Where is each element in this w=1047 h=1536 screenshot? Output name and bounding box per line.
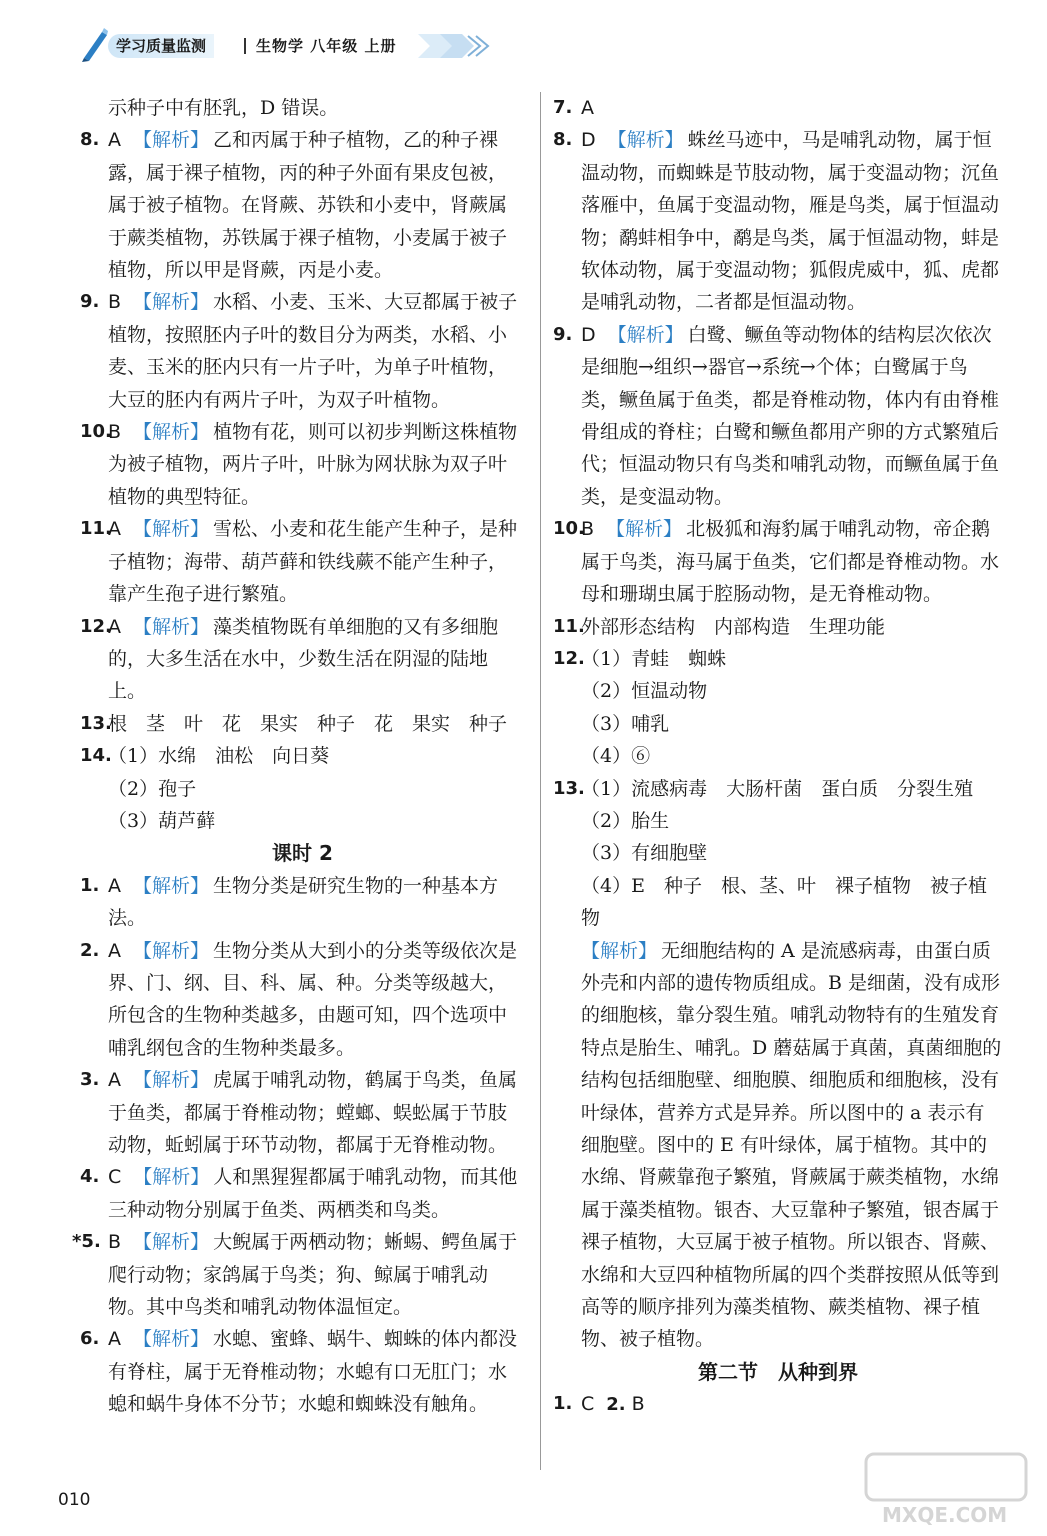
analysis-text: 雪松、小麦和花生能产生种子，是种子植物；海带、葫芦藓和铁线蕨不能产生种子，靠产生孢子进行繁殖。: [108, 518, 518, 606]
answer-item-7: [553, 92, 1003, 124]
svg-text:MXQE.COM: MXQE.COM: [882, 1503, 1008, 1527]
analysis-tag: 【解析】: [581, 939, 658, 962]
answer-item-k1: [80, 870, 525, 935]
answer-item-8: [80, 124, 525, 286]
item-number: 1.: [553, 1393, 573, 1415]
answer-choice: B: [581, 518, 595, 541]
analysis-tag: 【解析】: [606, 518, 683, 541]
chevron-decoration-icon: [418, 30, 498, 62]
pen-icon: [80, 26, 110, 62]
item-number: 9.: [80, 291, 100, 313]
item-number: 8.: [553, 129, 573, 151]
analysis-tag: 【解析】: [607, 323, 684, 346]
section-heading: 课时 2: [272, 841, 333, 866]
item-number: 12.: [553, 647, 585, 669]
column-divider: [540, 92, 541, 1470]
answer-text: 外部形态结构 内部构造 生理功能: [581, 615, 886, 638]
sub-answer: （3）有细胞壁: [581, 842, 708, 865]
item-number: 2.: [80, 939, 100, 961]
analysis-text: 人和黑猩猩都属于哺乳动物，而其他三种动物分别属于鱼类、两栖类和鸟类。: [108, 1166, 518, 1221]
answer-item-k4: [80, 1161, 525, 1226]
analysis-text: 乙和丙属于种子植物，乙的种子裸露，属于裸子植物，丙的种子外面有果皮包被，属于被子植物。在肾蕨、苏铁和小麦中，肾蕨属于蕨类植物，苏铁属于裸子植物，小麦属于被子植物，所以甲是肾蕨，丙是小麦。: [108, 129, 508, 282]
analysis-tag: 【解析】: [133, 1231, 210, 1254]
analysis-block: [581, 935, 1003, 1356]
answer-item-k5: [72, 1226, 525, 1323]
watermark-logo: [862, 1450, 1032, 1530]
answer-item-8: [553, 124, 1003, 318]
sub-answer: （4）E 种子 根、茎、叶 裸子植物 被子植物: [581, 874, 987, 930]
answer-choice: C: [581, 1393, 595, 1416]
analysis-text: 水稻、小麦、玉米、大豆都属于被子植物，按照胚内子叶的数目分为两类，水稻、小麦、玉米的胚内只有一片子叶，为单子叶植物，大豆的胚内有两片子叶，为双子叶植物。: [108, 291, 518, 411]
answer-choice: D: [581, 129, 596, 152]
answer-choice: A: [108, 874, 121, 897]
answer-choice: C: [108, 1166, 122, 1189]
answer-choice: D: [581, 323, 596, 346]
item-number: 2.: [606, 1394, 626, 1416]
item-number: 8.: [80, 129, 100, 151]
answer-item-k3: [80, 1064, 525, 1161]
answer-item-10: [80, 416, 525, 513]
analysis-tag: 【解析】: [133, 1166, 210, 1189]
answer-choice: B: [108, 421, 122, 444]
answer-item-k2: [80, 935, 525, 1065]
sub-answer: （2）恒温动物: [581, 680, 708, 703]
analysis-tag: 【解析】: [607, 129, 684, 152]
sub-answer: （2）孢子: [108, 777, 197, 800]
analysis-text: 白鹭、鳜鱼等动物体的结构层次依次是细胞→组织→器官→系统→个体；白鹭属于鸟类，鳜鱼属于鱼类，都是脊椎动物，体内有由脊椎骨组成的脊柱；白鹭和鳜鱼都用产卵的方式繁殖后代；恒温动物只有鸟类和哺乳动物，而鳜鱼属于鱼类，是变温动物。: [581, 323, 1000, 508]
sub-answer: （1）流感病毒 大肠杆菌 蛋白质 分裂生殖: [581, 777, 974, 800]
answer-text: 根 茎 叶 花 果实 种子 花 果实 种子: [108, 712, 508, 735]
page-header: [60, 22, 490, 66]
answer-item-11: [553, 611, 1003, 643]
sub-answer: （3）葫芦藓: [108, 809, 216, 832]
analysis-tag: 【解析】: [133, 129, 210, 152]
answer-choice: A: [581, 97, 594, 119]
analysis-text: 虎属于哺乳动物，鹤属于鸟类，鱼属于鱼类，都属于脊椎动物；螳螂、蜈蚣属于节肢动物，蚯蚓属于环节动物，都属于无脊椎动物。: [108, 1069, 518, 1156]
analysis-tag: 【解析】: [133, 291, 210, 314]
analysis-text: 蛛丝马迹中，马是哺乳动物，属于恒温动物，而蜘蛛是节肢动物，属于变温动物；沉鱼落雁中，鱼属于变温动物，雁是鸟类，属于恒温动物；鹬蚌相争中，鹬是鸟类，属于恒温动物，蚌是软体动物，属于变温动物；狐假虎威中，狐、虎都是哺乳动物，二者都是恒温动物。: [581, 129, 1000, 314]
item-number: 7.: [553, 97, 573, 118]
analysis-text: 北极狐和海豹属于哺乳动物，帝企鹅属于鸟类，海马属于鱼类，它们都是脊椎动物。水母和珊瑚虫属于腔肠动物，是无脊椎动物。: [581, 518, 1000, 606]
continued-text: 示种子中有胚乳，D 错误。: [108, 97, 339, 119]
answer-choice: B: [631, 1393, 645, 1416]
answer-item-12: [80, 611, 525, 708]
analysis-text: 藻类植物既有单细胞的又有多细胞的，大多生活在水中，少数生活在阴湿的陆地上。: [108, 615, 499, 703]
series-label: 学习质量监测: [108, 34, 214, 58]
item-number: 10.: [553, 518, 585, 540]
answer-item-10: [553, 513, 1003, 610]
sub-answer: （3）哺乳: [581, 712, 670, 735]
item-number: 11.: [553, 615, 585, 637]
page-number: 010: [58, 1490, 91, 1510]
analysis-tag: 【解析】: [133, 939, 210, 962]
answer-item-k6: [80, 1323, 525, 1420]
answer-item-14: [80, 740, 525, 837]
answer-choice: A: [108, 518, 121, 541]
item-number: 9.: [553, 323, 573, 345]
item-number: 4.: [80, 1166, 100, 1188]
item-number: 11.: [80, 518, 112, 540]
analysis-tag: 【解析】: [133, 421, 210, 444]
item-number: *5.: [72, 1231, 101, 1253]
sub-answer: （4）⑥: [581, 745, 651, 768]
sub-answer: （1）青蛙 蜘蛛: [581, 647, 727, 670]
analysis-text: 水螅、蜜蜂、蜗牛、蜘蛛的体内都没有脊柱，属于无脊椎动物；水螅有口无肛门；水螅和蜗牛身体不分节；水螅和蜘蛛没有触角。: [108, 1328, 518, 1416]
answer-choice: B: [108, 1231, 122, 1254]
subject-label: 生物学 八年级 上册: [256, 37, 397, 55]
header-divider: [244, 38, 246, 54]
answer-choice: A: [108, 615, 121, 638]
answer-item-13: [553, 773, 1003, 1356]
analysis-text: 大鲵属于两栖动物；蜥蜴、鳄鱼属于爬行动物；家鸽属于鸟类；狗、鲸属于哺乳动物。其中鸟类和哺乳动物体温恒定。: [108, 1231, 518, 1319]
analysis-tag: 【解析】: [133, 518, 210, 541]
answer-item-9: [553, 319, 1003, 513]
analysis-text: 生物分类从大到小的分类等级依次是界、门、纲、目、科、属、种。分类等级越大，所包含的生物种类越多，由题可知，四个选项中哺乳纲包含的生物种类最多。: [108, 939, 518, 1059]
analysis-tag: 【解析】: [133, 1328, 210, 1351]
answer-item-13: [80, 708, 525, 740]
answer-choice: A: [108, 939, 121, 962]
answer-item-9: [80, 286, 525, 416]
analysis-text: 无细胞结构的 A 是流感病毒，由蛋白质外壳和内部的遗传物质组成。B 是细菌，没有成形的细胞核，靠分裂生殖。哺乳动物特有的生殖发育特点是胎生、哺乳。D 蘑菇属于真菌，真菌细胞的结构包括细胞壁、细胞膜、细胞质和细胞核，没有叶绿体，营养方式是异养。所以图中的 a 表示有细胞壁。图中的 E 有叶绿体，属于植物。其中的水绵、肾蕨靠孢子繁殖，肾蕨属于蕨类植物，水绵属于藻类植物。银杏、大豆靠种子繁殖，银杏属于裸子植物，大豆属于被子植物。所以银杏、肾蕨、水绵和大豆四种植物所属的四个类群按照从低等到高等的顺序排列为藻类植物、蕨类植物、裸子植物、被子植物。: [581, 939, 1002, 1351]
item-number: 14.: [80, 745, 112, 767]
analysis-tag: 【解析】: [133, 874, 210, 897]
item-number: 3.: [80, 1069, 100, 1091]
item-number: 12.: [80, 615, 112, 637]
item-number: 10.: [80, 421, 112, 443]
item-number: 1.: [80, 874, 100, 896]
answer-choice: A: [108, 129, 121, 152]
item-number: 13.: [80, 712, 112, 734]
answer-item-11: [80, 513, 525, 610]
item-number: 6.: [80, 1328, 100, 1350]
left-column: [72, 92, 525, 1421]
answer-choice: A: [108, 1328, 121, 1351]
answer-choice: A: [108, 1069, 121, 1092]
right-column: [553, 92, 1003, 1422]
analysis-text: 生物分类是研究生物的一种基本方法。: [108, 874, 499, 930]
analysis-text: 植物有花，则可以初步判断这株植物为被子植物，两片子叶，叶脉为网状脉为双子叶植物的典型特征。: [108, 421, 518, 508]
section-heading: 第二节 从种到界: [698, 1359, 858, 1384]
analysis-tag: 【解析】: [133, 1069, 210, 1092]
sub-answer: （2）胎生: [581, 809, 670, 832]
answer-choice: B: [108, 291, 122, 314]
answer-item-s1: [553, 1388, 1003, 1421]
answer-item-12: [553, 643, 1003, 773]
item-number: 13.: [553, 777, 585, 799]
analysis-tag: 【解析】: [133, 615, 210, 638]
sub-answer: （1）水绵 油松 向日葵: [108, 745, 330, 768]
